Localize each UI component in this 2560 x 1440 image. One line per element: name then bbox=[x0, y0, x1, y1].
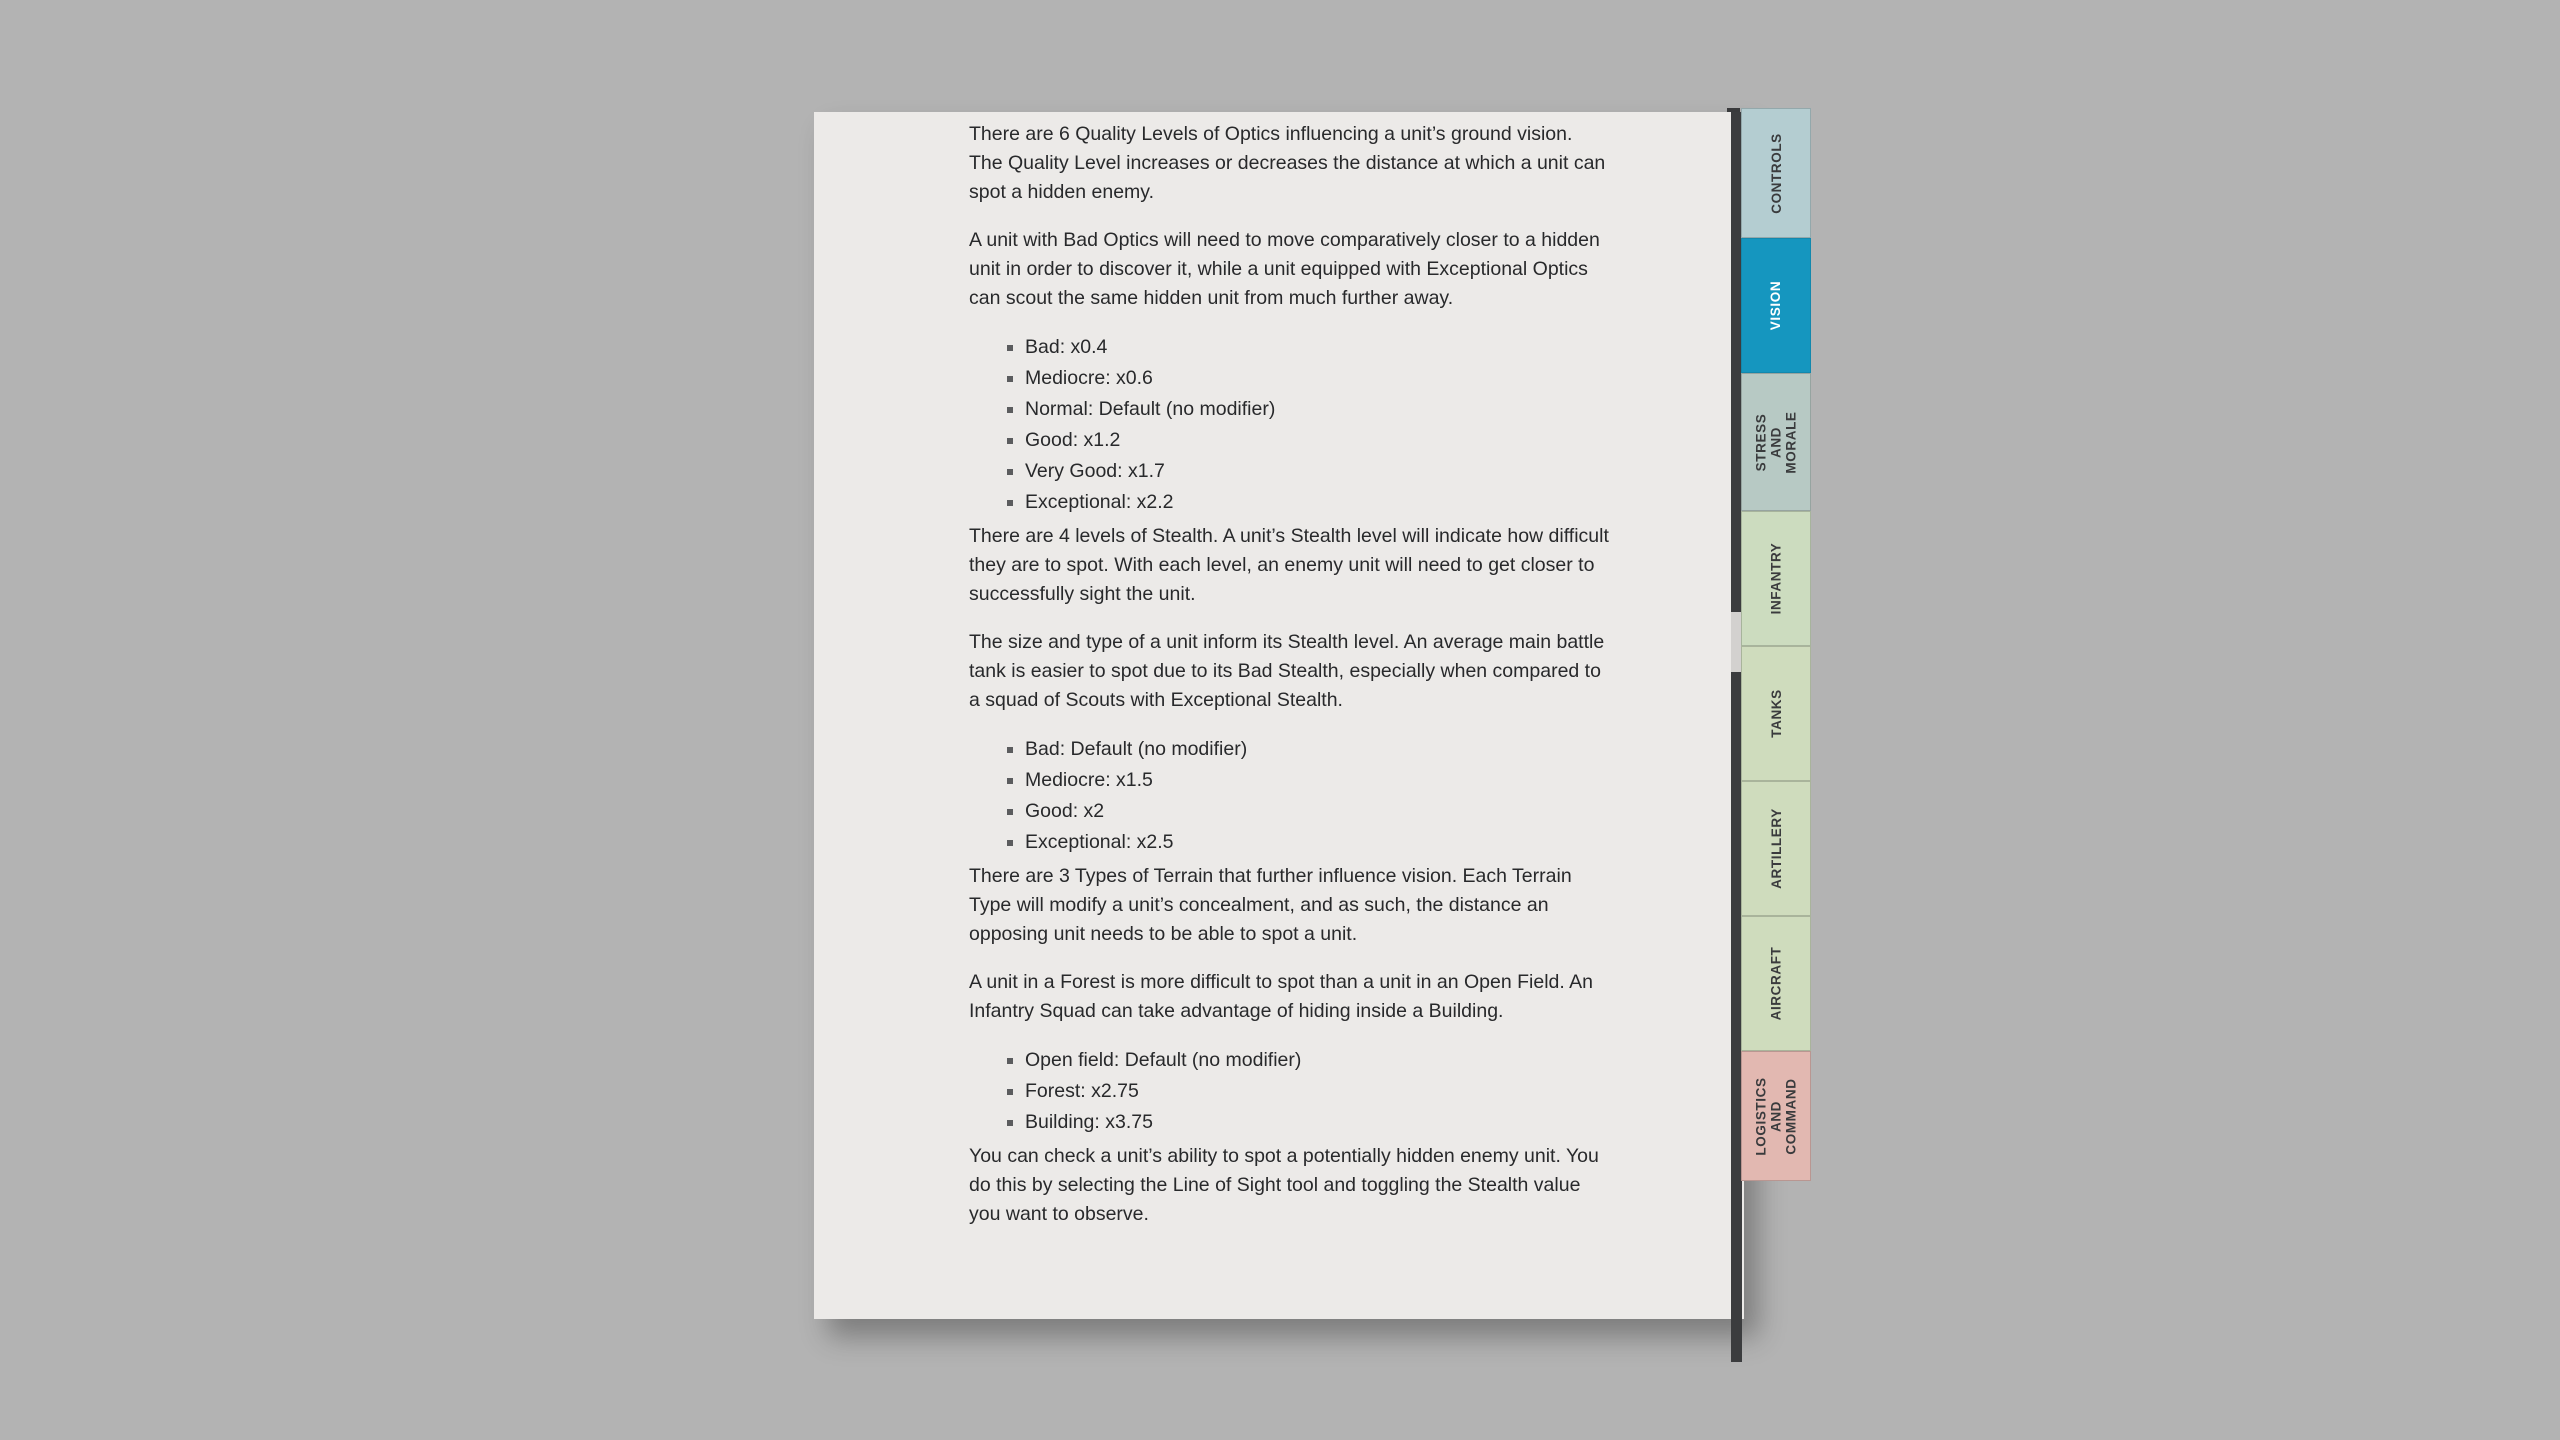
chapter-tab-strip bbox=[1741, 108, 1813, 1188]
list-item: Mediocre: x0.6 bbox=[1025, 363, 1609, 394]
tab-aircraft[interactable] bbox=[1741, 916, 1811, 1051]
tab-logistics-and-command[interactable] bbox=[1741, 1051, 1811, 1181]
list-item: Normal: Default (no modifier) bbox=[1025, 394, 1609, 425]
tab-label: LOGISTICS AND COMMAND bbox=[1753, 1076, 1799, 1156]
list-item: Good: x2 bbox=[1025, 796, 1609, 827]
page-content bbox=[969, 120, 1609, 1229]
list-item: Very Good: x1.7 bbox=[1025, 456, 1609, 487]
manual-panel bbox=[814, 112, 1744, 1319]
tab-label: INFANTRY bbox=[1768, 542, 1784, 615]
tab-stress-and-morale[interactable] bbox=[1741, 373, 1811, 511]
paragraph-terrain-intro: There are 3 Types of Terrain that further influence vision. Each Terrain Type will modify a unit’s concealment, and as such, the distance an opposing unit needs to be able to spot a unit. bbox=[969, 865, 1572, 945]
tab-tanks[interactable] bbox=[1741, 646, 1811, 781]
list-item: Forest: x2.75 bbox=[1025, 1076, 1609, 1107]
manual-page bbox=[814, 112, 1744, 1319]
list-item: Bad: x0.4 bbox=[1025, 332, 1609, 363]
tab-label: ARTILLERY bbox=[1768, 808, 1784, 889]
tab-label: VISION bbox=[1768, 280, 1784, 331]
list-item: Bad: Default (no modifier) bbox=[1025, 734, 1609, 765]
tab-label: TANKS bbox=[1768, 689, 1784, 738]
paragraph-optics-detail: A unit with Bad Optics will need to move comparatively closer to a hidden unit in order to discover it, while a unit equipped with Exceptional Optics can scout the same hidden unit from much further away. bbox=[969, 229, 1600, 309]
list-terrain-types bbox=[969, 1045, 1609, 1138]
list-item: Open field: Default (no modifier) bbox=[1025, 1045, 1609, 1076]
list-item: Mediocre: x1.5 bbox=[1025, 765, 1609, 796]
tab-label: STRESS AND MORALE bbox=[1753, 410, 1799, 474]
paragraph-terrain-detail: A unit in a Forest is more difficult to spot than a unit in an Open Field. An Infantry Squad can take advantage of hiding inside a Building. bbox=[969, 971, 1593, 1022]
list-item: Good: x1.2 bbox=[1025, 425, 1609, 456]
list-stealth-levels bbox=[969, 734, 1609, 858]
list-item: Exceptional: x2.2 bbox=[1025, 487, 1609, 518]
paragraph-stealth-intro: There are 4 levels of Stealth. A unit’s Stealth level will indicate how difficult they are to spot. With each level, an enemy unit will need to get closer to successfully sight the unit. bbox=[969, 525, 1609, 605]
tab-label: AIRCRAFT bbox=[1768, 946, 1784, 1021]
tab-vision[interactable] bbox=[1741, 238, 1811, 373]
tab-infantry[interactable] bbox=[1741, 511, 1811, 646]
list-item: Building: x3.75 bbox=[1025, 1107, 1609, 1138]
list-optics-levels bbox=[969, 332, 1609, 518]
paragraph-stealth-detail: The size and type of a unit inform its Stealth level. An average main battle tank is easier to spot due to its Bad Stealth, especially when compared to a squad of Scouts with Exceptional Stealth. bbox=[969, 631, 1605, 711]
list-item: Exceptional: x2.5 bbox=[1025, 827, 1609, 858]
tab-controls[interactable] bbox=[1741, 108, 1811, 238]
paragraph-line-of-sight: You can check a unit’s ability to spot a potentially hidden enemy unit. You do this by selecting the Line of Sight tool and toggling the Stealth value you want to observe. bbox=[969, 1145, 1599, 1225]
tab-label: CONTROLS bbox=[1768, 132, 1784, 214]
paragraph-optics-intro: There are 6 Quality Levels of Optics influencing a unit’s ground vision. The Quality Level increases or decreases the distance at which a unit can spot a hidden enemy. bbox=[969, 123, 1606, 203]
tab-artillery[interactable] bbox=[1741, 781, 1811, 916]
